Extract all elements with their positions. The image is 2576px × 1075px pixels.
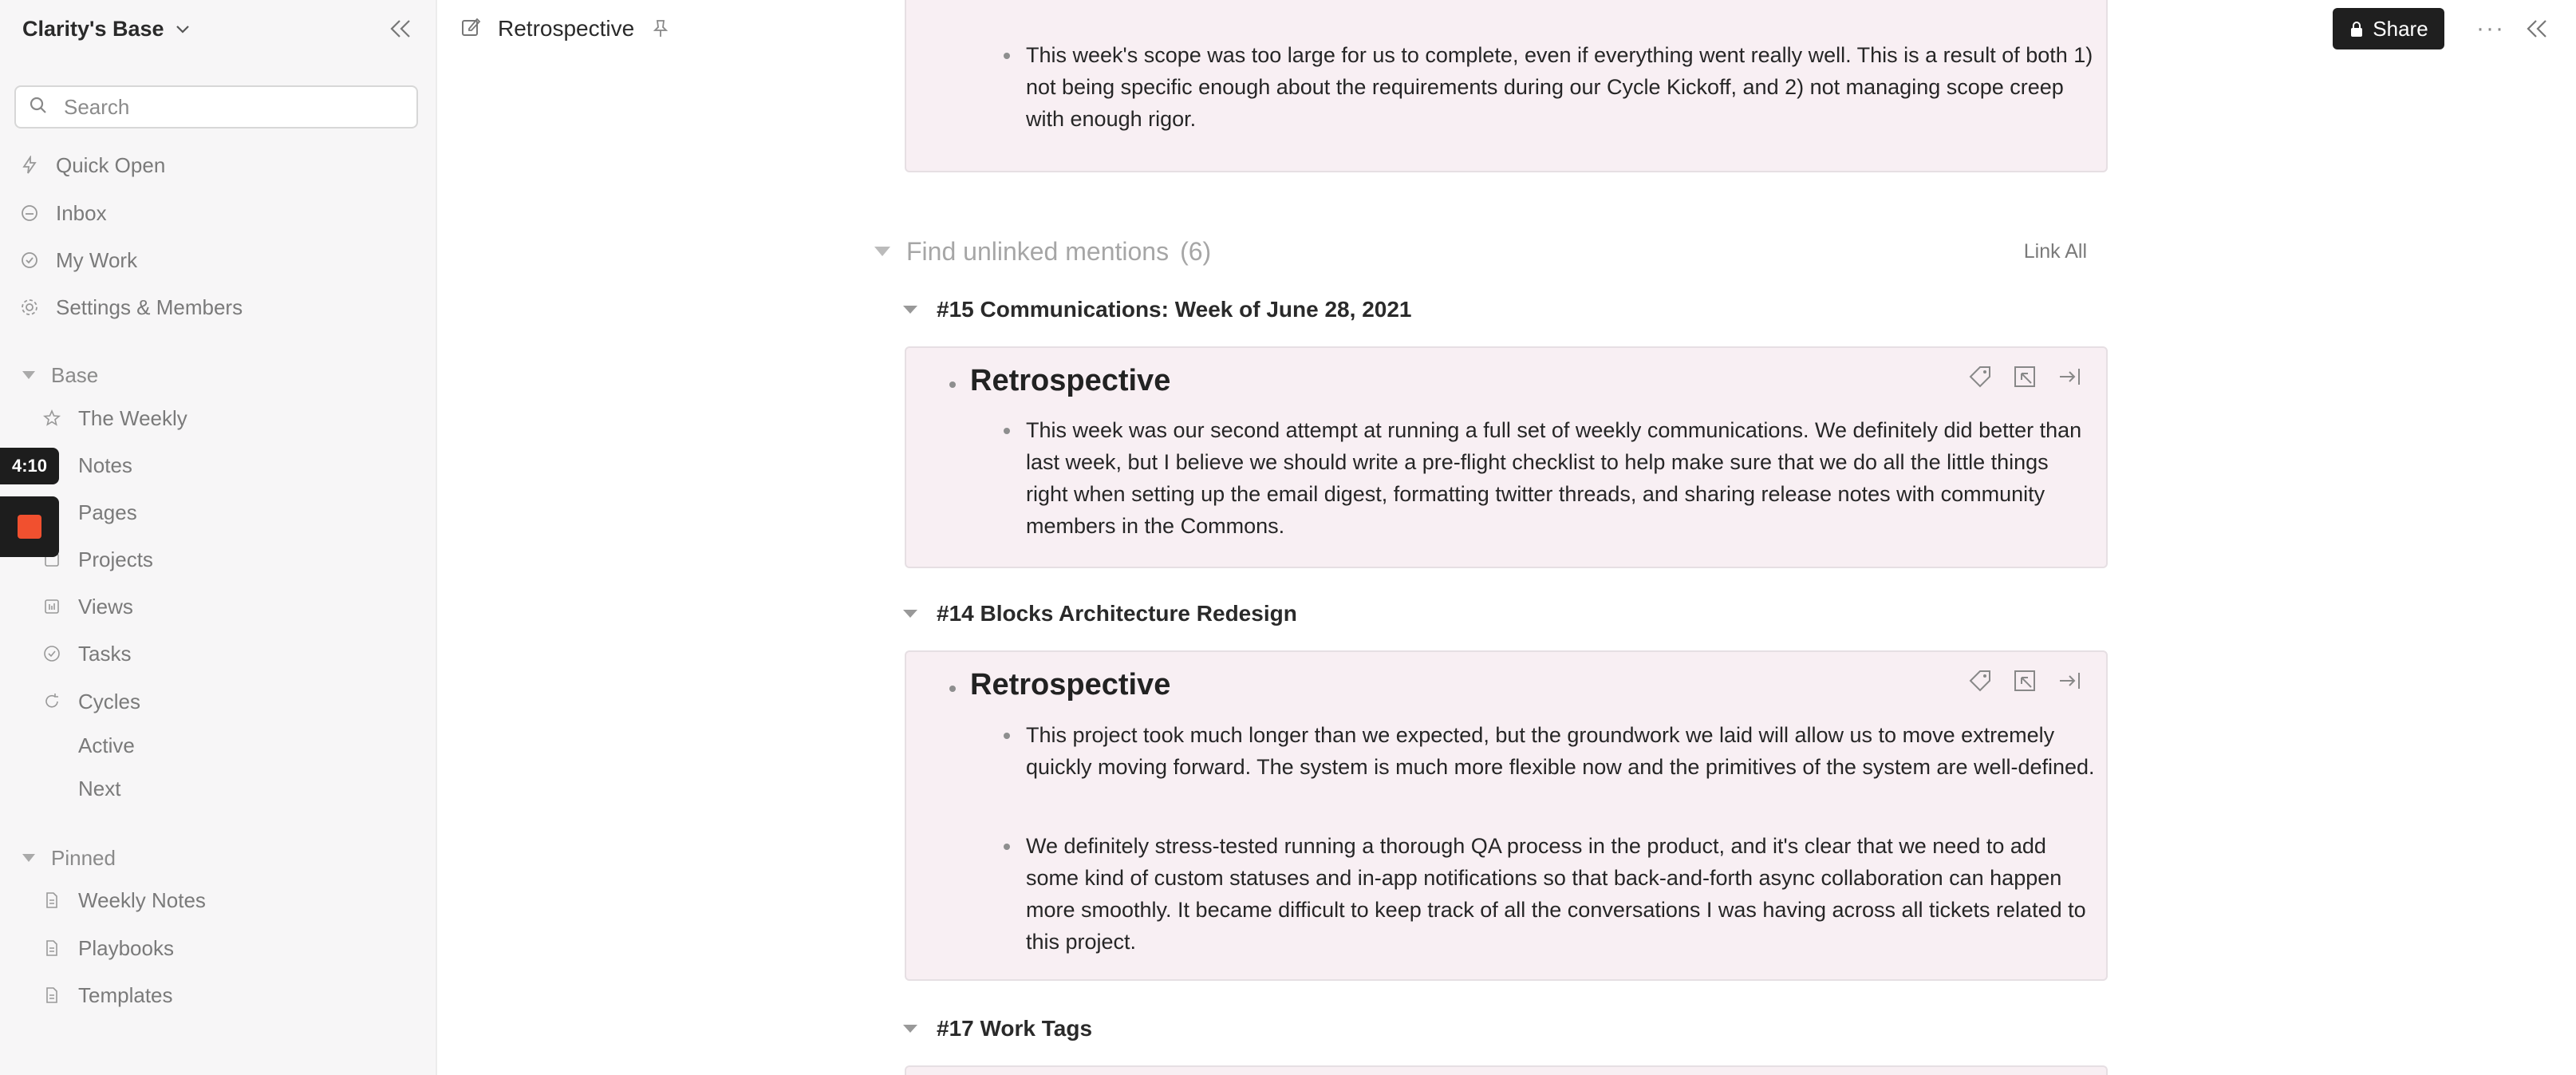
sidebar-item-templates[interactable] (40, 979, 173, 1011)
reference-card (905, 346, 2108, 568)
open-reference-icon[interactable] (2012, 364, 2038, 389)
nav-quick-open[interactable] (18, 149, 165, 181)
workspace-switcher[interactable] (22, 13, 191, 45)
sidebar-item-next[interactable]: Next (78, 776, 121, 800)
reference-card (905, 650, 2108, 981)
sidebar-item-weekly-notes[interactable] (40, 884, 206, 916)
section-base[interactable] (21, 359, 98, 391)
lock-icon (2349, 20, 2365, 38)
nav-inbox[interactable] (18, 197, 107, 229)
bullet-text[interactable]: We definitely stress-tested running a thorough QA process in the product, and it's clear that we need to add some kind of custom statuses and in-app notifications so that back-and-forth async collaboration can happen more smoothly. It became difficult to keep track of all the conversations I was having across all tickets related to this project. (1026, 834, 2086, 954)
sidebar-item-label: Cycles (78, 689, 141, 713)
stop-icon (18, 515, 41, 539)
caret-down-icon (21, 370, 37, 381)
nav-label: Settings & Members (56, 294, 243, 319)
check-circle-icon (18, 248, 41, 272)
document-header (460, 11, 671, 46)
bullet-dot (1004, 428, 1010, 434)
sidebar-item-label: Views (78, 594, 133, 619)
search-icon (29, 96, 48, 119)
sidebar-item-label: Playbooks (78, 935, 174, 960)
reference-title: #14 Blocks Architecture Redesign (937, 601, 1297, 626)
sidebar-item-active[interactable]: Active (78, 733, 135, 757)
content-card (905, 0, 2108, 172)
document-icon (40, 936, 64, 960)
views-icon (40, 595, 64, 619)
bullet-dot (1004, 53, 1010, 59)
reference-title: #15 Communications: Week of June 28, 2021 (937, 297, 1412, 322)
reference-header[interactable] (901, 1011, 1092, 1046)
sidebar-item-label: Pages (78, 500, 137, 524)
reference-title: #17 Work Tags (937, 1016, 1093, 1041)
retrospective-heading[interactable]: Retrospective (970, 364, 1171, 397)
search-placeholder: Search (64, 94, 130, 119)
share-button[interactable] (2333, 8, 2444, 49)
reference-header[interactable] (901, 596, 1297, 631)
sidebar-item-label: Templates (78, 982, 173, 1007)
star-icon (40, 406, 64, 430)
bullet-text[interactable]: This week's scope was too large for us to complete, even if everything went really well. This is a result of both 1) not being specific enough about the requirements during our Cycle Kickoff, and 2) not managing scope creep with enough rigor. (1026, 43, 2093, 131)
sidebar-item-tasks[interactable] (40, 638, 131, 670)
open-reference-icon[interactable] (2012, 668, 2038, 694)
document-icon (40, 983, 64, 1007)
bullet-text[interactable]: This week was our second attempt at running a full set of weekly communications. We definitely did better than last week, but I believe we should write a pre-flight checklist to help make sure that we do all the little things right when setting up the email digest, formatting twitter threads, and sharing release notes with community members in the Commons. (1026, 418, 2082, 538)
nav-label: Inbox (56, 200, 107, 225)
caret-down-icon (901, 304, 919, 315)
section-pinned[interactable] (21, 842, 116, 874)
document-icon (40, 888, 64, 912)
nav-my-work[interactable] (18, 244, 137, 276)
recording-timer: 4:10 (0, 448, 59, 484)
bullet-dot (1004, 733, 1010, 739)
bullet-dot (949, 381, 956, 388)
unlinked-mentions-title: Find unlinked mentions (906, 236, 1170, 266)
caret-down-icon[interactable] (873, 245, 892, 258)
unlinked-mentions-header (873, 231, 2108, 271)
nav-label: My Work (56, 247, 138, 272)
sidebar (0, 0, 437, 1075)
sidebar-item-label: The Weekly (78, 405, 187, 430)
bullet-dot (1004, 844, 1010, 850)
document-title[interactable]: Retrospective (498, 16, 635, 41)
reference-card (905, 1065, 2108, 1075)
tag-icon[interactable] (1967, 668, 1993, 694)
caret-down-icon (901, 1023, 919, 1034)
section-label: Pinned (51, 845, 116, 870)
tag-icon[interactable] (1967, 364, 1993, 389)
chevron-down-icon (174, 20, 191, 38)
more-options-button[interactable]: ··· (2476, 15, 2505, 41)
sidebar-item-label: Notes (78, 453, 132, 477)
card-toolbar (1967, 364, 2082, 389)
caret-down-icon (901, 608, 919, 619)
nav-settings[interactable] (18, 291, 243, 323)
share-label: Share (2373, 16, 2428, 41)
sidebar-item-label: Projects (78, 547, 153, 571)
collapse-right-panel-icon[interactable] (2519, 11, 2554, 46)
card-toolbar (1967, 668, 2082, 694)
bullet-text[interactable]: This project took much longer than we expected, but the groundwork we laid will allow us to move extremely quickly moving forward. The system is much more flexible now and the primitives of the system are well-defined. (1026, 723, 2095, 779)
caret-down-icon (21, 852, 37, 864)
edit-icon (460, 16, 482, 42)
bullet-dot (949, 686, 956, 692)
sidebar-item-views[interactable] (40, 591, 133, 622)
sidebar-item-label: Weekly Notes (78, 887, 206, 912)
sidebar-item-playbooks[interactable] (40, 932, 174, 964)
reference-header[interactable] (901, 292, 1411, 327)
sidebar-item-the-weekly[interactable] (40, 402, 187, 434)
link-arrow-icon[interactable] (2057, 668, 2082, 694)
unlinked-mentions-count: (6) (1180, 236, 1212, 266)
workspace-name: Clarity's Base (22, 16, 164, 41)
gear-icon (18, 295, 41, 319)
sidebar-item-label: Tasks (78, 641, 132, 666)
pin-icon[interactable] (650, 18, 671, 39)
section-label: Base (51, 362, 99, 387)
inbox-icon (18, 201, 41, 225)
task-icon (40, 642, 64, 666)
retrospective-heading[interactable]: Retrospective (970, 668, 1171, 702)
search-input[interactable] (14, 85, 418, 128)
cycle-icon (40, 690, 64, 713)
sidebar-item-cycles[interactable] (40, 686, 140, 717)
link-arrow-icon[interactable] (2057, 364, 2082, 389)
stop-recording-button[interactable] (0, 496, 59, 557)
nav-label: Quick Open (56, 152, 166, 177)
link-all-button[interactable]: Link All (2023, 239, 2087, 263)
lightning-icon (18, 153, 41, 177)
collapse-sidebar-icon[interactable] (383, 11, 418, 46)
